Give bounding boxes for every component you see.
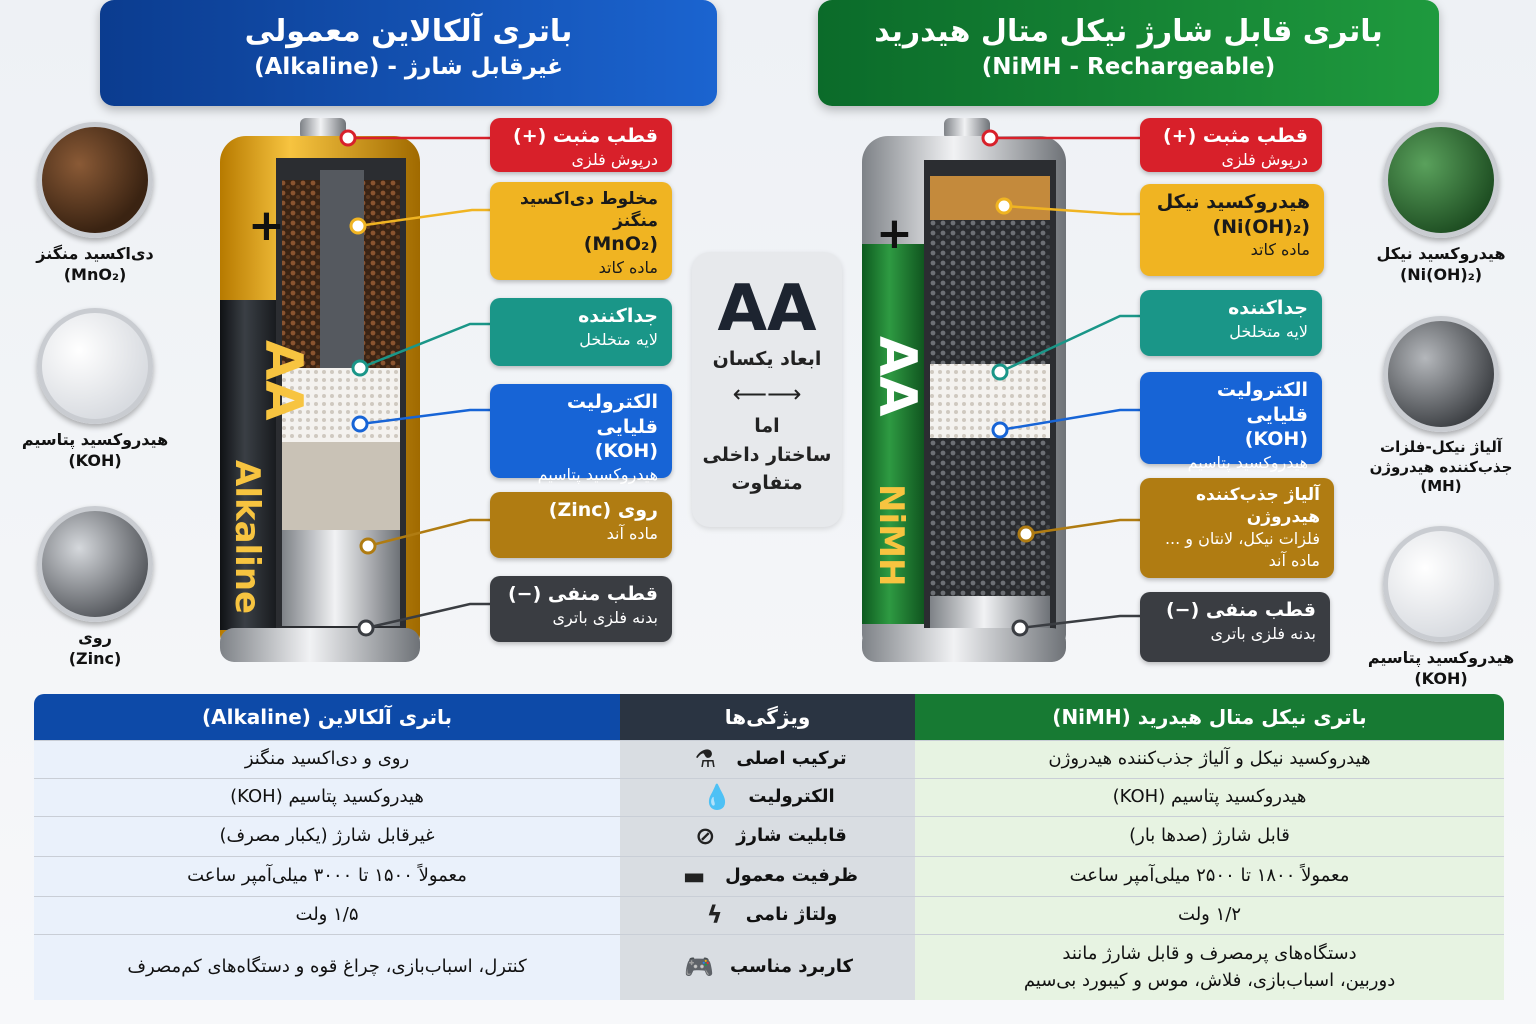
- nimh-callout-separator: [1140, 290, 1322, 356]
- table-cell: کنترل، اسباب‌بازی، چراغ قوه و دستگاه‌های کم‌مصرف: [34, 934, 620, 1000]
- alkaline-column: [34, 694, 620, 1000]
- alk-callout-separator: [490, 298, 672, 366]
- feature-label: ظرفیت معمول: [725, 865, 858, 887]
- alkaline-column-header: باتری آلکالاین (Alkaline): [34, 694, 620, 740]
- alk-callout-cathode: [490, 182, 672, 280]
- alk-electrolyte-sub: هیدروکسید پتاسیم: [537, 465, 658, 485]
- feature-label: ترکیب اصلی: [736, 748, 847, 770]
- nimh-separator-sub: لایه متخلخل: [1229, 321, 1308, 341]
- alk-separator-title: جداکننده: [578, 305, 658, 327]
- gamepad-icon: 🎮: [684, 953, 714, 982]
- koh-formula-left: (KOH): [68, 450, 122, 470]
- feature-row: [620, 816, 915, 856]
- nimh-anode-title: آلیاژ جذب‌کننده هیدروژن: [1195, 485, 1320, 528]
- alk-cathode-title: مخلوط دی‌اکسید منگنز: [519, 189, 658, 232]
- feature-row: [620, 896, 915, 934]
- nioh2-formula: (Ni(OH)₂): [1399, 264, 1483, 284]
- nimh-cathode-formula: (Ni(OH)₂): [1212, 215, 1310, 238]
- table-cell-line: دستگاه‌های پرمصرف و قابل شارژ مانند: [1062, 943, 1357, 965]
- alk-plus-sign: +: [248, 200, 285, 251]
- comparison-table: [34, 694, 1504, 1000]
- zinc-formula: (Zinc): [68, 648, 122, 668]
- double-arrow-icon: ⟵⟶: [732, 380, 802, 408]
- mh-label: آلیاژ نیکل-فلزات جذب‌کننده هیدروژن: [1369, 438, 1513, 476]
- alk-cathode-sub: ماده کاتد: [598, 257, 658, 277]
- lightning-icon: ϟ: [706, 901, 723, 930]
- nimh-separator-title: جداکننده: [1228, 297, 1308, 319]
- alk-brand-label: Alkaline: [227, 460, 267, 615]
- nimh-column-header: باتری نیکل متال هیدرید (NiMH): [915, 694, 1504, 740]
- alkaline-battery: [220, 118, 420, 662]
- feature-label: الکترولیت: [748, 786, 835, 808]
- alk-negative-title: قطب منفی (−): [508, 583, 658, 605]
- table-cell: روی و دی‌اکسید منگنز: [34, 740, 620, 778]
- alk-callout-electrolyte: [490, 384, 672, 485]
- koh-label-left: هیدروکسید پتاسیم: [21, 430, 169, 449]
- alk-positive-title: قطب مثبت (+): [513, 125, 658, 147]
- nimh-positive-title: قطب مثبت (+): [1163, 125, 1308, 147]
- alk-anode-sub: ماده آند: [606, 523, 658, 543]
- alk-separator-sub: لایه متخلخل: [579, 329, 658, 349]
- nimh-column: [915, 694, 1504, 1000]
- center-internal-structure: ساختار داخلی: [702, 443, 832, 466]
- alk-electrolyte-formula: (KOH): [594, 440, 658, 463]
- center-same-dimensions: ابعاد یکسان: [712, 348, 822, 370]
- nimh-cathode-title: هیدروکسید نیکل: [1156, 191, 1310, 213]
- nimh-electrolyte-sub: هیدروکسید پتاسیم: [1187, 453, 1308, 473]
- nioh2-label: هیدروکسید نیکل: [1376, 244, 1506, 263]
- feature-row: [620, 856, 915, 896]
- feature-label: قابلیت شارژ: [736, 825, 847, 847]
- nimh-battery: [862, 118, 1066, 662]
- mno2-label: دی‌اکسید منگنز: [36, 244, 154, 263]
- alk-positive-sub: درپوش فلزی: [571, 149, 658, 169]
- center-but: اما: [754, 415, 780, 437]
- feature-label: ولتاژ نامی: [745, 904, 838, 926]
- alk-size-label: AA: [253, 340, 313, 421]
- table-cell: هیدروکسید نیکل و آلیاژ جذب‌کننده هیدروژن: [915, 740, 1504, 778]
- table-cell: معمولاً ۱۸۰۰ تا ۲۵۰۰ میلی‌آمپر ساعت: [915, 856, 1504, 896]
- feature-row: [620, 778, 915, 816]
- center-comparison-box: [692, 252, 842, 527]
- feature-row: [620, 934, 915, 1000]
- features-column-header: ویژگی‌ها: [620, 694, 915, 740]
- zinc-label: روی: [78, 628, 112, 647]
- features-column: [620, 694, 915, 1000]
- drop-icon: 💧: [702, 783, 733, 812]
- alk-cathode-formula: (MnO₂): [583, 233, 658, 256]
- feature-row: [620, 740, 915, 778]
- center-size: AA: [717, 272, 817, 346]
- nimh-negative-sub: بدنه فلزی باتری: [1210, 623, 1316, 643]
- table-cell: غیرقابل شارژ (یکبار مصرف): [34, 816, 620, 856]
- nimh-callout-positive: [1140, 118, 1322, 172]
- nimh-plus-sign: +: [876, 208, 913, 259]
- nimh-callout-anode: [1140, 478, 1334, 578]
- koh-label-right: هیدروکسید پتاسیم: [1367, 648, 1515, 667]
- koh-formula-right: (KOH): [1414, 668, 1468, 688]
- nimh-title: باتری قابل شارژ نیکل متال هیدرید: [874, 14, 1383, 49]
- alk-callout-positive: [490, 118, 672, 172]
- nimh-brand-label: NiMH: [871, 484, 911, 587]
- center-different: متفاوت: [731, 472, 803, 494]
- nimh-anode-sub2: ماده آند: [1268, 550, 1320, 570]
- nimh-electrolyte-formula: (KOH): [1244, 428, 1308, 451]
- nimh-callout-cathode: [1140, 184, 1324, 276]
- nimh-electrolyte-title: الکترولیت قلیایی: [1216, 379, 1308, 426]
- alkaline-subtitle: (Alkaline) - غیرقابل شارژ: [254, 54, 563, 80]
- mh-formula: (MH): [1420, 477, 1462, 495]
- table-cell-line: دوربین، اسباب‌بازی، فلاش، موس و کیبورد بی‌سیم: [1023, 969, 1396, 991]
- nimh-callout-electrolyte: [1140, 372, 1322, 473]
- table-cell-multiline: [915, 934, 1504, 1000]
- nimh-cathode-sub: ماده کاتد: [1250, 240, 1310, 260]
- alk-callout-negative: [490, 576, 672, 642]
- alk-anode-title: روی (Zinc): [548, 499, 658, 521]
- table-cell: قابل شارژ (صدها بار): [915, 816, 1504, 856]
- nimh-negative-title: قطب منفی (−): [1166, 599, 1316, 621]
- battery-icon: ▬: [682, 862, 706, 891]
- alk-callout-anode: [490, 492, 672, 558]
- no-charge-icon: ⊘: [695, 822, 716, 851]
- nimh-subtitle: (NiMH - Rechargeable): [981, 54, 1276, 80]
- table-cell: هیدروکسید پتاسیم (KOH): [34, 778, 620, 816]
- table-cell: هیدروکسید پتاسیم (KOH): [915, 778, 1504, 816]
- mno2-formula: (MnO₂): [63, 264, 127, 284]
- table-cell: ۱/۲ ولت: [915, 896, 1504, 934]
- alkaline-title: باتری آلکالاین معمولی: [244, 14, 573, 49]
- nimh-size-label: AA: [867, 336, 927, 417]
- feature-label: کاربرد مناسب: [729, 956, 854, 978]
- alk-electrolyte-title: الکترولیت قلیایی: [566, 391, 658, 438]
- flask-icon: ⚗: [694, 745, 717, 774]
- table-cell: ۱/۵ ولت: [34, 896, 620, 934]
- table-cell: معمولاً ۱۵۰۰ تا ۳۰۰۰ میلی‌آمپر ساعت: [34, 856, 620, 896]
- nimh-callout-negative: [1140, 592, 1330, 662]
- alk-negative-sub: بدنه فلزی باتری: [552, 607, 658, 627]
- nimh-anode-sub: فلزات نیکل، لانتان و ...: [1164, 529, 1320, 549]
- nimh-positive-sub: درپوش فلزی: [1221, 149, 1308, 169]
